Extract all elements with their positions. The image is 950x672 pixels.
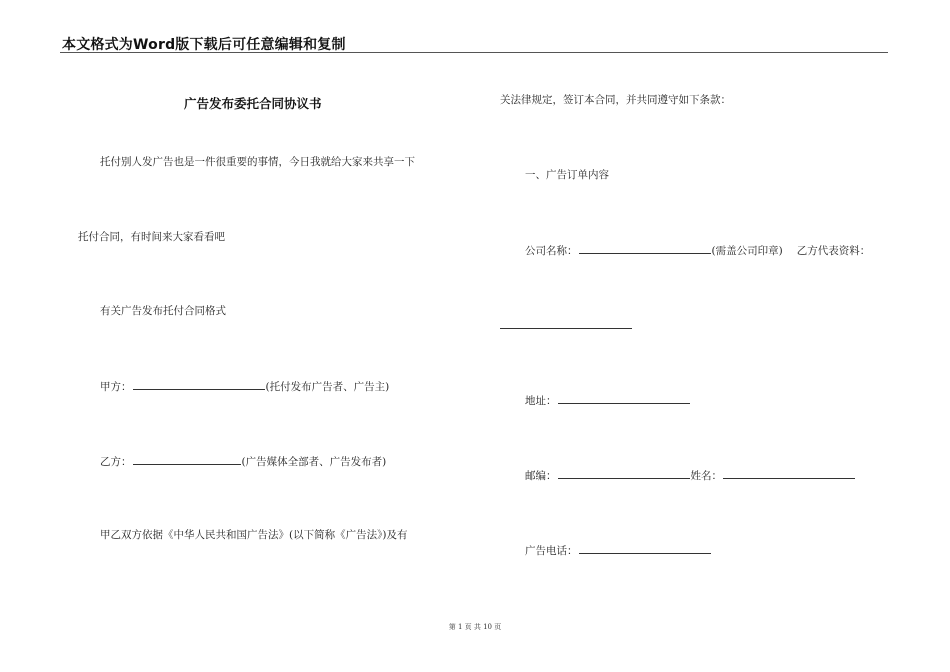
address-row: [525, 393, 691, 408]
basis-line: 甲乙双方依据《中华人民共和国广告法》(以下简称《广告法》)及有: [100, 529, 408, 541]
section-1-heading: 一、广告订单内容: [525, 169, 609, 181]
company-note: (需盖公司印章): [711, 245, 783, 257]
name-label: 姓名：: [690, 470, 722, 482]
postcode-blank[interactable]: [558, 468, 690, 479]
party-a-blank[interactable]: [133, 379, 265, 390]
phone-row: [525, 543, 712, 558]
party-a-note: (托付发布广告者、广告主): [265, 381, 390, 393]
company-row: [525, 243, 870, 258]
document-title: 广告发布委托合同协议书: [184, 96, 322, 111]
page-footer: 第 1 页 共 10 页: [448, 623, 502, 631]
party-a-label: 甲方：: [100, 381, 132, 393]
party-b-note: (广告媒体全部者、广告发布者): [241, 456, 387, 468]
company-label: 公司名称：: [525, 245, 578, 257]
intro-line-1: 托付别人发广告也是一件很重要的事情，今日我就给大家来共享一下: [100, 156, 415, 168]
phone-label: 广告电话：: [525, 545, 578, 557]
header-banner: 本文格式为Word版下载后可任意编辑和复制: [62, 37, 346, 53]
address-label: 地址：: [525, 395, 557, 407]
postcode-label: 邮编：: [525, 470, 557, 482]
postcode-name-row: [525, 468, 856, 483]
party-a-row: [100, 379, 389, 394]
phone-blank[interactable]: [579, 543, 711, 554]
party-b-label: 乙方：: [100, 456, 132, 468]
rep-info-blank[interactable]: [500, 328, 632, 329]
party-b-blank[interactable]: [133, 454, 241, 465]
continuation-line: 关法律规定，签订本合同，并共同遵守如下条款：: [500, 94, 731, 106]
address-blank[interactable]: [558, 393, 690, 404]
rep-label: 乙方代表资料：: [796, 245, 871, 257]
header-divider: [60, 52, 888, 53]
format-heading: 有关广告发布托付合同格式: [100, 305, 226, 317]
name-blank[interactable]: [723, 468, 855, 479]
intro-line-2: 托付合同，有时间来大家看看吧: [78, 231, 225, 243]
company-blank[interactable]: [579, 243, 711, 254]
party-b-row: [100, 454, 386, 469]
